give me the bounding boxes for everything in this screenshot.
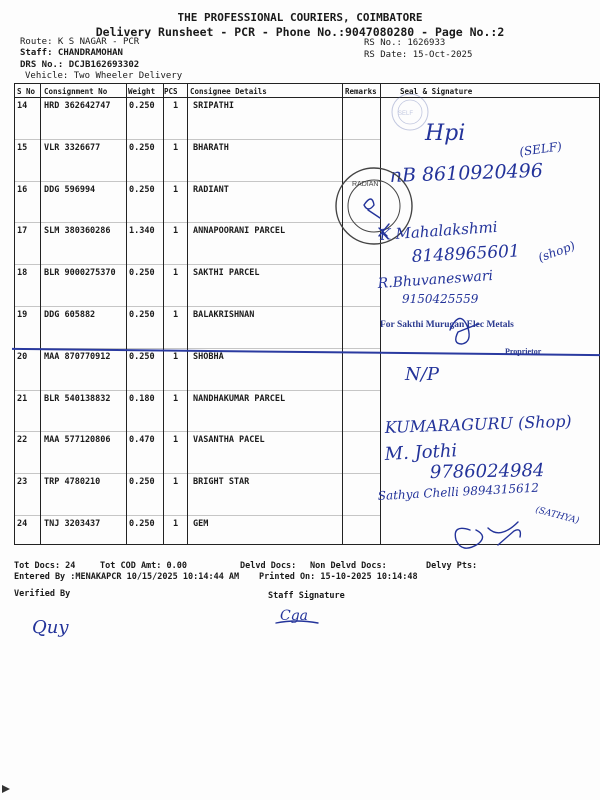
phone-row17: 8148965601 [411,241,521,267]
row-weight: 0.250 [129,268,155,279]
row-consignee: RADIANT [193,184,229,195]
row-consignee: SRIPATHI [193,101,234,111]
row-consignee: GEM [193,519,209,529]
row-sno: 24 [17,519,28,529]
seal-text-row16: RADIANT [352,181,383,188]
col-header-pcs: PCS [164,87,178,96]
name-row18: R.Bhuvaneswari [377,267,494,292]
row-sno: 19 [17,310,28,320]
note-row23: Sathya Chelli 9894315612 [377,480,540,503]
stamp-row19-line1: For Sakthi Murugan Elec Metals [380,320,514,330]
row-consignment-no: BLR 540138832 [44,393,111,404]
row-sno: 14 [17,101,28,111]
row-pcs: 1 [173,101,179,111]
col-header-consignee: Consignee Details [190,87,267,96]
phone-row15: nB 8610920496 [389,159,544,187]
row-sno: 15 [17,142,28,153]
row-consignment-no: DDG 605882 [44,310,96,320]
row-sno: 16 [17,184,28,195]
row-consignment-no: VLR 3326677 [44,142,101,153]
col-header-remarks: Remarks [345,87,377,96]
staff-signature-label: Staff Signature [268,591,345,601]
row-sno: 18 [17,268,28,279]
row-pcs: 1 [173,226,179,237]
row-pcs: 1 [173,268,179,279]
row-weight: 0.470 [129,435,155,446]
printed-on: Printed On: 15-10-2025 10:14:48 [259,572,418,582]
staff-label: Staff: CHANDRAMOHAN [20,48,123,58]
route-label: Route: K S NAGAR - PCR [20,37,140,47]
entered-by: Entered By :MENAKAPCR 10/15/2025 10:14:44 AM [14,572,240,582]
row-weight: 0.180 [129,393,155,404]
tot-docs: Tot Docs: 24 [14,561,76,571]
row-consignment-no: DDG 596994 [44,184,96,195]
row-weight: 0.250 [129,519,155,529]
tot-cod-amount: Tot COD Amt: 0.00 [100,561,187,571]
row-consignment-no: BLR 9000275370 [44,268,116,279]
vehicle-label: Vehicle: Two Wheeler Delivery [25,71,183,81]
verified-by-label: Verified By [14,589,71,599]
seal-stamp-row14 [392,94,428,130]
row-pcs: 1 [173,393,179,404]
row-pcs: 1 [173,310,179,320]
row-pcs: 1 [173,519,179,529]
row-weight: 0.250 [129,310,155,320]
row-consignment-no: TNJ 3203437 [44,519,101,529]
row-weight: 0.250 [129,101,155,111]
row-pcs: 1 [173,184,179,195]
row-pcs: 1 [173,142,179,153]
delivered-docs: Delvd Docs: [240,561,297,571]
row-sno: 22 [17,435,28,446]
row-weight: 0.250 [129,351,155,362]
tag-row23: (SATHYA) [534,505,581,527]
row-consignee: SHOBHA [193,351,224,362]
rs-date: RS Date: 15-Oct-2025 [364,50,473,60]
row-sno: 17 [17,226,28,237]
row-pcs: 1 [173,351,179,362]
col-header-weight: Weight [128,87,156,96]
delivery-points: Delvy Pts: [426,561,478,571]
row-pcs: 1 [173,435,179,446]
row-consignment-no: HRD 362642747 [44,101,111,111]
row-consignment-no: TRP 4780210 [44,477,101,488]
row-consignee: ANNAPOORANI PARCEL [193,226,286,237]
row-weight: 1.340 [129,226,155,237]
rs-number: RS No.: 1626933 [364,38,446,48]
row-consignment-no: SLM 380360286 [44,226,111,237]
arrow-marker-icon [2,785,10,793]
name-row23: M. Jothi [384,440,458,465]
stamp-row19-line2: Proprietor [505,347,542,356]
row-consignee: NANDHAKUMAR PARCEL [193,393,286,404]
company-title: THE PROFESSIONAL COURIERS, COIMBATORE [177,11,423,24]
non-delivered-docs: Non Delvd Docs: [310,561,387,571]
staff-signature-mark [276,608,318,624]
row-sno: 20 [17,351,28,362]
runsheet-subtitle: Delivery Runsheet - PCR - Phone No.:9047080280 - Page No.:2 [95,25,505,39]
row-consignee: VASANTHA PACEL [193,435,265,446]
note-row20: N/P [405,364,439,385]
row-weight: 0.250 [129,184,155,195]
col-header-sno: S No [17,87,36,96]
row-sno: 21 [17,393,28,404]
staff-signature-text: Cga [280,608,309,624]
row-consignment-no: MAA 870770912 [44,351,111,362]
row-consignee: BHARATH [193,142,229,153]
row-consignment-no: MAA 577120806 [44,435,111,446]
row-weight: 0.250 [129,477,155,488]
row-pcs: 1 [173,477,179,488]
row-consignee: SAKTHI PARCEL [193,268,260,279]
note-row17: (shop) [536,238,577,265]
note-row15: (SELF) [518,139,563,159]
row-consignee: BALAKRISHNAN [193,310,255,320]
col-header-seal: Seal & Signature [400,87,473,96]
phone-row18: 9150425559 [402,292,479,306]
row-consignee: BRIGHT STAR [193,477,250,488]
name-row17: K Mahalakshmi [379,217,499,244]
phone-row23: 9786024984 [429,460,545,483]
drs-label: DRS No.: DCJB162693302 [20,60,140,70]
name-row22: KUMARAGURU (Shop) [384,411,572,437]
row-sno: 23 [17,477,28,488]
signature-row14: Hpi [425,121,466,146]
seal-text-row14: SELF [398,111,414,117]
signature-row24 [455,522,520,548]
col-header-consignment: Consignment No [44,87,108,96]
row-weight: 0.250 [129,142,155,153]
verified-signature: Quy [32,617,69,638]
